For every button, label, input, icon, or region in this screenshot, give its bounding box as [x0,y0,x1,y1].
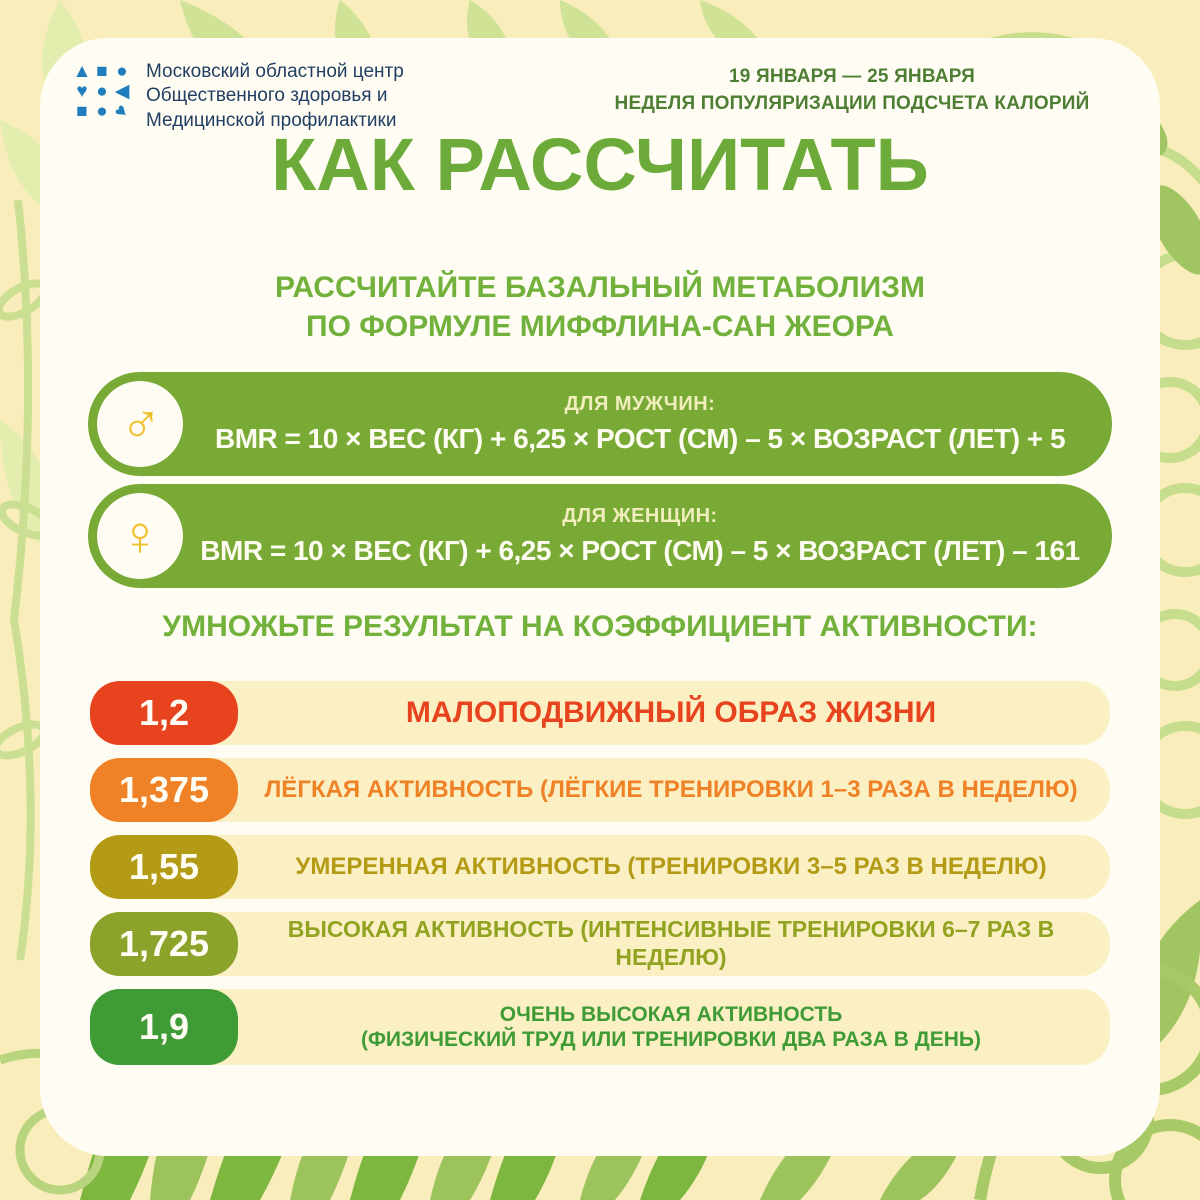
logo-shape-triangle-left-icon: ◀ [114,81,130,102]
female-icon-circle [97,493,183,579]
logo-shape-square-icon: ■ [76,101,88,122]
formula-women-body [184,484,1096,588]
coefficient-label-line: ВЫСОКАЯ АКТИВНОСТЬ (ИНТЕНСИВНЫЕ ТРЕНИРОВКИ 6–7 РАЗ В НЕДЕЛЮ) [287,916,1055,970]
formula-men-body [184,372,1096,476]
coefficient-row-high [90,912,1110,976]
coefficient-value-badge: 1,725 [90,912,238,976]
logo-shape-circle-icon: ● [96,101,108,122]
coefficient-label-line: ЛЁГКАЯ АКТИВНОСТЬ (ЛЁГКИЕ ТРЕНИРОВКИ 1–3 РАЗА В НЕДЕЛЮ) [264,775,1078,803]
logo-shape-heart-icon: ♥ [109,100,134,123]
coefficient-label-line: МАЛОПОДВИЖНЫЙ ОБРАЗ ЖИЗНИ [405,696,937,729]
coefficient-label-line: ОЧЕНЬ ВЫСОКАЯ АКТИВНОСТЬ [499,1002,843,1026]
coefficient-value-badge: 1,55 [90,835,238,899]
male-icon-circle [97,381,183,467]
campaign-name: НЕДЕЛЯ ПОПУЛЯРИЗАЦИИ ПОДСЧЕТА КАЛОРИЙ [614,92,1090,114]
coefficient-label-line: (ФИЗИЧЕСКИЙ ТРУД ИЛИ ТРЕНИРОВКИ ДВА РАЗА В ДЕНЬ) [361,1028,981,1051]
formula-men-label: ДЛЯ МУЖЧИН: [564,393,716,415]
page-title: КАК РАССЧИТАТЬ [271,123,929,206]
logo-shape-heart-icon: ♥ [76,81,88,102]
coefficient-label [250,758,1092,822]
multiply-heading: УМНОЖЬТЕ РЕЗУЛЬТАТ НА КОЭФФИЦИЕНТ АКТИВНОСТИ: [162,610,1038,643]
logo-shape-square-icon: ■ [96,61,108,82]
coefficient-value-badge: 1,2 [90,681,238,745]
logo-shape-triangle-icon: ▲ [72,61,92,82]
formula-women-label: ДЛЯ ЖЕНЩИН: [562,505,718,527]
campaign-dates: 19 ЯНВАРЯ — 25 ЯНВАРЯ [728,66,976,87]
coefficient-row-moderate [90,835,1110,899]
subtitle [40,268,1160,346]
logo-shape-circle-icon: ● [116,61,128,82]
coefficient-label [250,989,1092,1065]
organization-name-line: Общественного здоровья и [146,85,388,107]
logo-shape-circle-icon: ● [96,81,108,102]
subtitle-line: ПО ФОРМУЛЕ МИФФЛИНА-САН ЖЕОРА [306,310,894,343]
coefficient-label-line: УМЕРЕННАЯ АКТИВНОСТЬ (ТРЕНИРОВКИ 3–5 РАЗ В НЕДЕЛЮ) [295,852,1047,880]
coefficient-row-light [90,758,1110,822]
formula-men-text: BMR = 10 × ВЕС (КГ) + 6,25 × РОСТ (СМ) – 5 × ВОЗРАСТ (ЛЕТ) + 5 [214,423,1066,454]
coefficient-row-very-high [90,989,1110,1065]
coefficient-label [250,681,1092,745]
coefficient-value-badge: 1,375 [90,758,238,822]
formula-women-text: BMR = 10 × ВЕС (КГ) + 6,25 × РОСТ (СМ) – 5 × ВОЗРАСТ (ЛЕТ) – 161 [200,535,1080,566]
male-icon: ♂ [120,390,162,453]
organization-name-line: Московский областной центр [146,61,404,82]
formula-women [88,484,1112,588]
coefficient-list [90,681,1110,1078]
campaign-week-banner [572,60,1132,117]
coefficient-row-sedentary [90,681,1110,745]
logo-icon [72,62,132,122]
formula-men [88,372,1112,476]
female-icon: ♀ [119,504,161,567]
coefficient-value-badge: 1,9 [90,989,238,1065]
coefficient-label [250,912,1092,976]
card [40,38,1160,1156]
organization-name-line: Медицинской профилактики [146,109,397,131]
coefficient-label [250,835,1092,899]
subtitle-line: РАССЧИТАЙТЕ БАЗАЛЬНЫЙ МЕТАБОЛИЗМ [275,271,925,304]
